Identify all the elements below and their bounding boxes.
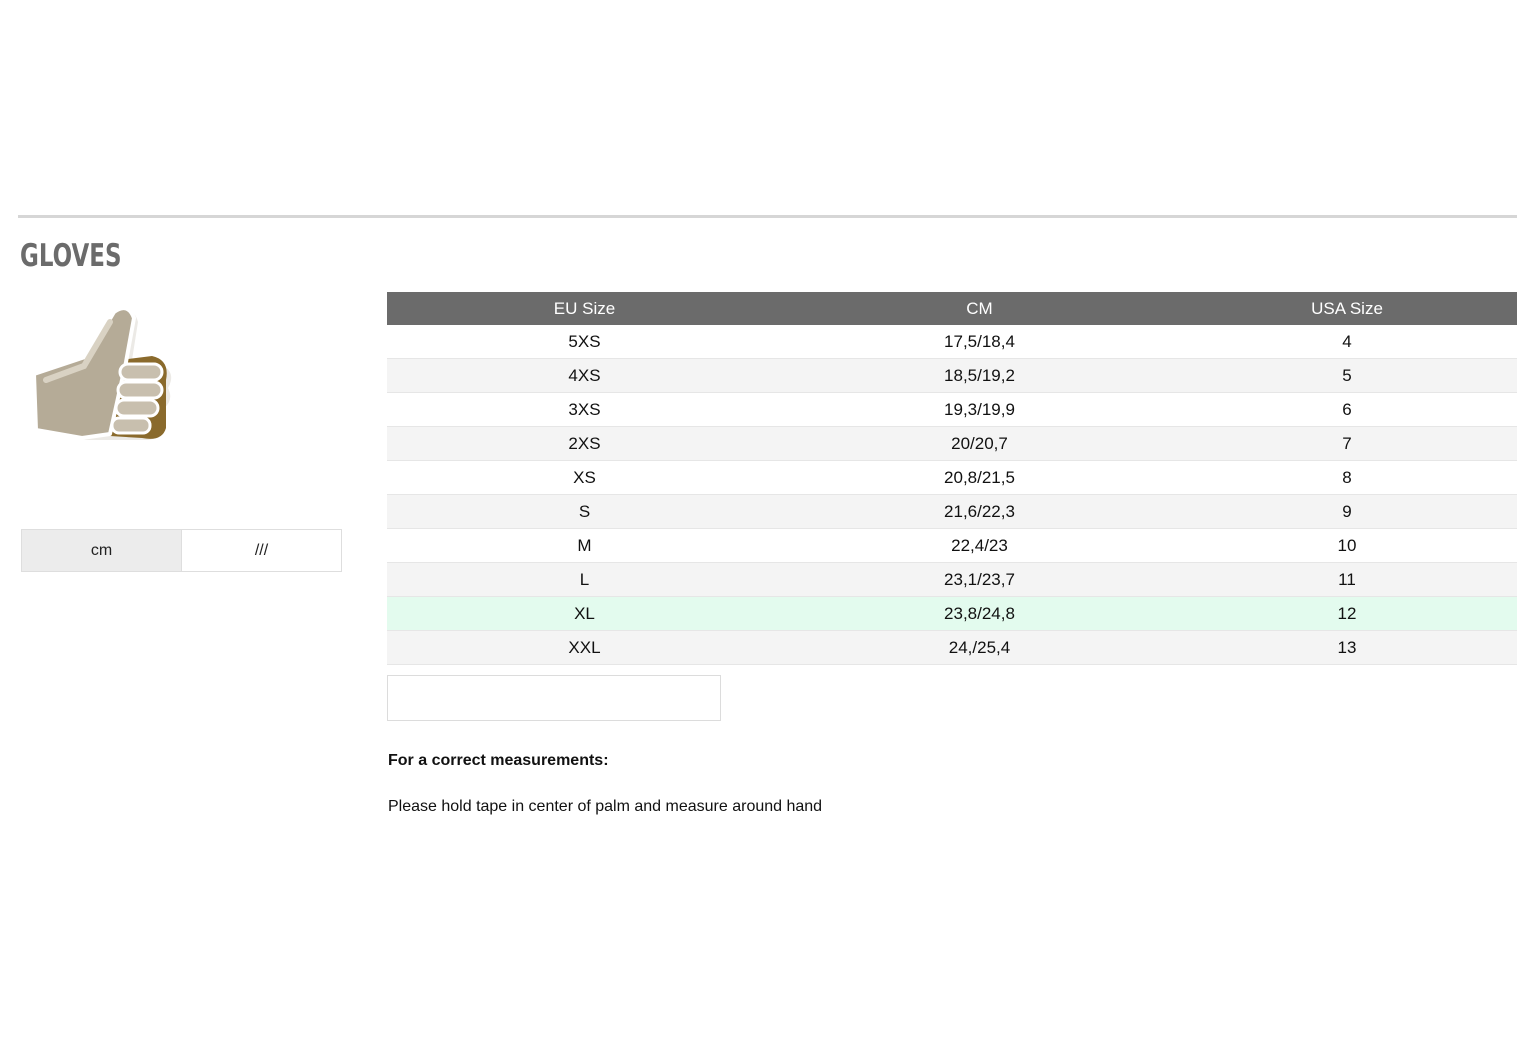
cell-eu-size: XS: [387, 461, 782, 495]
cell-eu-size: L: [387, 563, 782, 597]
table-row: [387, 325, 1517, 359]
table-row: [387, 359, 1517, 393]
cell-cm: 24,/25,4: [782, 631, 1177, 665]
header-cm: CM: [782, 292, 1177, 325]
empty-input-box[interactable]: [387, 675, 721, 721]
table-row: [387, 427, 1517, 461]
header-eu-size: EU Size: [387, 292, 782, 325]
table-row: [387, 495, 1517, 529]
cell-eu-size: XXL: [387, 631, 782, 665]
cell-eu-size: 4XS: [387, 359, 782, 393]
cell-usa-size: 7: [1177, 427, 1517, 461]
cell-usa-size: 12: [1177, 597, 1517, 631]
cell-cm: 20/20,7: [782, 427, 1177, 461]
cell-cm: 19,3/19,9: [782, 393, 1177, 427]
unit-option-alt[interactable]: ///: [181, 530, 341, 571]
table-row: [387, 529, 1517, 563]
section-divider: [18, 215, 1517, 218]
size-table: [387, 292, 1517, 665]
table-row-highlighted: [387, 597, 1517, 631]
unit-toggle: [21, 529, 342, 572]
cell-cm: 23,8/24,8: [782, 597, 1177, 631]
cell-usa-size: 11: [1177, 563, 1517, 597]
table-header-row: [387, 292, 1517, 325]
cell-eu-size: XL: [387, 597, 782, 631]
table-row: [387, 563, 1517, 597]
cell-usa-size: 10: [1177, 529, 1517, 563]
cell-usa-size: 6: [1177, 393, 1517, 427]
cell-usa-size: 8: [1177, 461, 1517, 495]
cell-eu-size: S: [387, 495, 782, 529]
measurement-note-heading: For a correct measurements:: [388, 752, 609, 769]
cell-cm: 18,5/19,2: [782, 359, 1177, 393]
cell-usa-size: 13: [1177, 631, 1517, 665]
measurement-note-text: Please hold tape in center of palm and measure around hand: [388, 798, 823, 815]
cell-usa-size: 4: [1177, 325, 1517, 359]
table-row: [387, 631, 1517, 665]
cell-cm: 23,1/23,7: [782, 563, 1177, 597]
cell-eu-size: 2XS: [387, 427, 782, 461]
cell-usa-size: 9: [1177, 495, 1517, 529]
section-title: GLOVES: [20, 238, 122, 274]
thumbs-up-glove-icon: [24, 300, 174, 446]
cell-eu-size: 3XS: [387, 393, 782, 427]
header-usa-size: USA Size: [1177, 292, 1517, 325]
unit-option-cm[interactable]: cm: [22, 530, 181, 571]
cell-cm: 17,5/18,4: [782, 325, 1177, 359]
table-row: [387, 461, 1517, 495]
cell-cm: 22,4/23: [782, 529, 1177, 563]
cell-cm: 21,6/22,3: [782, 495, 1177, 529]
cell-eu-size: M: [387, 529, 782, 563]
table-row: [387, 393, 1517, 427]
cell-usa-size: 5: [1177, 359, 1517, 393]
cell-cm: 20,8/21,5: [782, 461, 1177, 495]
cell-eu-size: 5XS: [387, 325, 782, 359]
